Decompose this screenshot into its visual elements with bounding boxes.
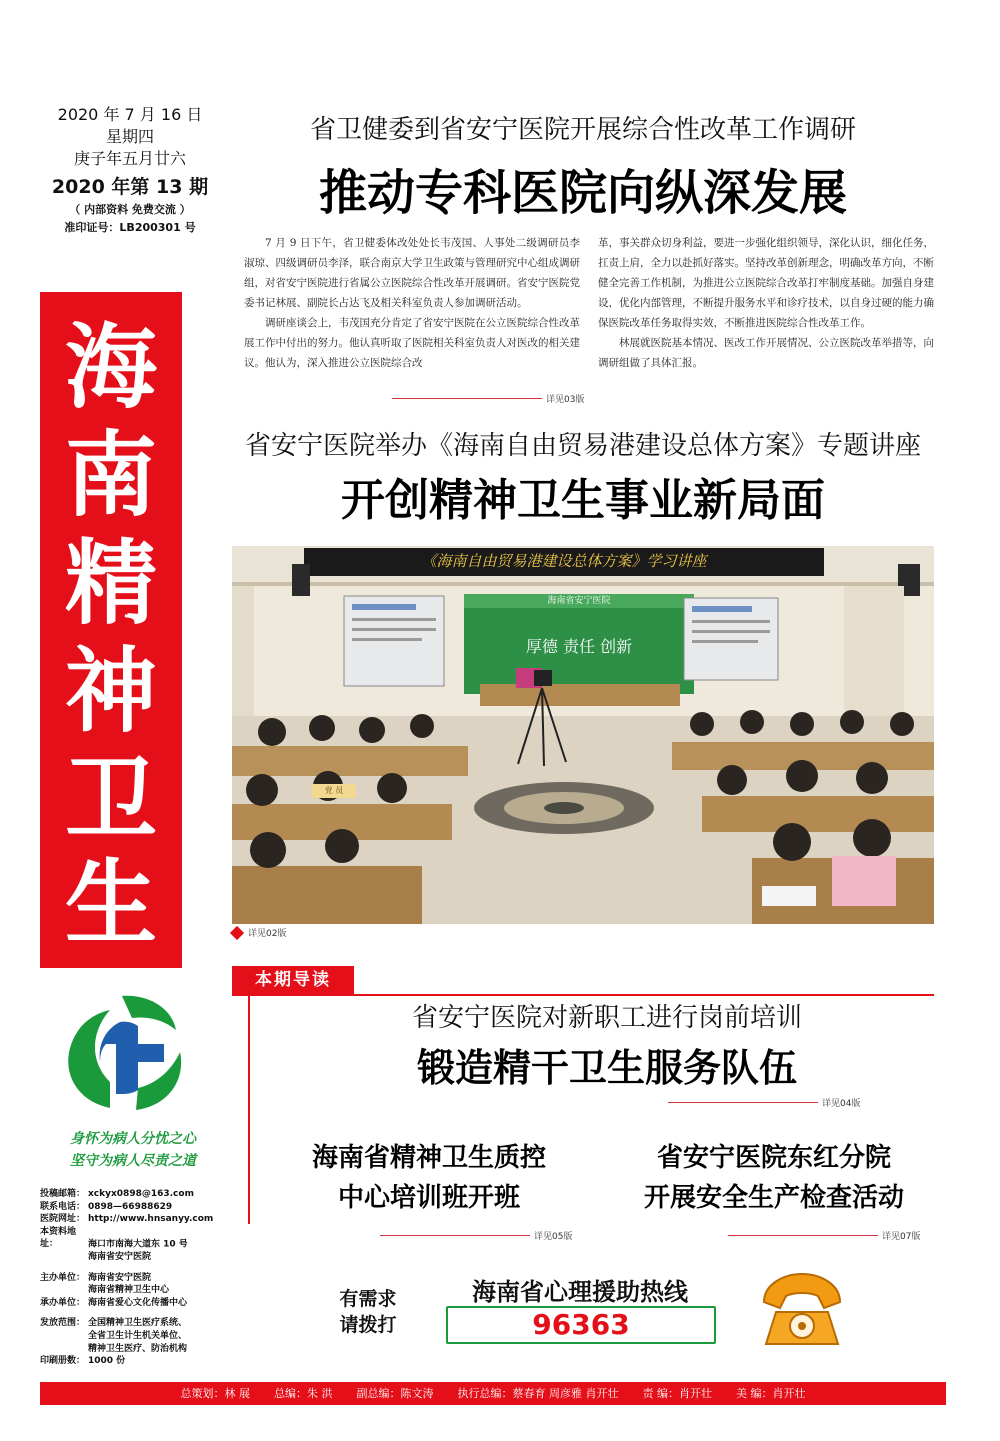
article1-column [244,233,580,373]
article1-column [598,233,934,373]
article3-ref: 详见04版 [822,1099,861,1109]
paragraph: 调研座谈会上，韦茂国充分肯定了省安宁医院在公立医院综合性改革展工作中付出的努力。他认真听取了医院相关科室负责人对医改的相关建议。他认为，深入推进公立医院综合改 [244,317,580,369]
headline-line: 中心培训班开班 [337,1183,520,1213]
paragraph: 林展就医院基本情况、医改工作开展情况、公立医院改革举措等，向调研组做了具体汇报。 [598,337,934,369]
info-row [40,1355,240,1368]
info-label: 发放范围： [40,1318,86,1329]
info-value: 全国精神卫生医疗系统、 [88,1318,188,1329]
info-value: xckyx0898@163.com [88,1189,194,1199]
masthead-char: 南 [64,421,157,529]
info-row [40,1226,240,1251]
info-row: 海南省精神卫生中心 [88,1285,170,1296]
article2-kicker: 省安宁医院举办《海南自由贸易港建设总体方案》专题讲座 [244,431,921,461]
info-value: http://www.hnsanyy.com [88,1214,214,1225]
article5-headline [604,1138,944,1218]
info-row: 全省卫生计生机关单位、 [88,1330,188,1341]
hospital-cross-leaf-logo [52,990,192,1120]
article1-body [244,233,934,373]
credit: 总策划：林 展 [180,1387,250,1400]
article1-headline: 推动专科医院向纵深发展 [318,165,847,221]
guide-rule [232,994,934,996]
masthead-char: 卫 [64,745,157,853]
credit: 美 编：肖开壮 [736,1387,806,1400]
photo-banner: 《海南自由贸易港建设总体方案》学习讲座 [421,552,707,570]
photo-motto: 厚德 责任 创新 [525,637,633,656]
hotline-ask [318,1286,418,1338]
ref-line [392,398,542,399]
ref-line [668,1102,818,1103]
masthead-char: 海 [64,313,157,421]
footer-credits [40,1382,946,1405]
article1-ref: 详见03版 [546,395,585,405]
guide-tag: 本期导读 [232,966,354,994]
info-row [40,1213,240,1226]
info-label: 主办单位： [40,1272,86,1283]
photo-screen-title: 海南省安宁医院 [547,596,611,606]
internal-note: （ 内部资料 免费交流 ） [69,203,191,216]
masthead-char: 神 [64,637,157,745]
headline-line: 省安宁医院东红分院 [656,1143,891,1173]
info-value: 0898—66988629 [88,1201,173,1212]
date-lunar: 庚子年五月廿六 [73,149,186,168]
info-value: 海南省安宁医院 [88,1272,152,1283]
credit: 副总编：陈文涛 [356,1387,434,1400]
masthead [40,292,182,968]
credit: 总编：朱 洪 [274,1387,333,1400]
headline-line: 开展安全生产检查活动 [643,1183,904,1213]
info-row: 海南省安宁医院 [88,1251,152,1262]
telephone-icon [754,1268,850,1350]
paragraph: 7 月 9 日下午，省卫健委体改处处长韦茂国、人事处二级调研员李淑琼、四级调研员李泽，联合南京大学卫生政策与管理研究中心组成调研组，对省安宁医院进行省属公立医院综合性改革开展调研。省安宁医院党委书记林展、副院长占达飞及相关科室负责人参加调研活动。 [244,237,580,309]
issue-number: 2020 年第 13 期 [51,176,209,198]
date-gregorian: 2020 年 7 月 16 日 [57,105,203,124]
date-block [40,104,220,237]
paragraph: 革，事关群众切身利益，要进一步强化组织领导，深化认识，细化任务，扛责上肩，全力以赴抓好落实。坚持改革创新理念，明确改革方向，不断健全完善工作机制，为推进公立医院综合改革打牢制度基础。加强自身建设，优化内部管理，不断提升服务水平和诊疗技术，以自身过硬的能力确保医院改革任务取得实效，不断推进医院综合性改革工作。 [598,237,934,329]
ask-line: 有需求 [339,1288,397,1310]
article1-kicker: 省卫健委到省安宁医院开展综合性改革工作调研 [309,115,856,145]
info-value: 海口市南海大道东 10 号 [88,1239,188,1250]
credit: 执行总编：蔡春育 周彦雅 肖开壮 [457,1387,619,1400]
ref-line [380,1235,530,1236]
slogan-line: 身怀为病人分忧之心 [70,1131,196,1147]
article5-ref: 详见07版 [882,1232,921,1242]
info-label: 联系电话： [40,1201,86,1212]
info-label: 印刷册数： [40,1356,86,1367]
hotline-title: 海南省心理援助热线 [472,1278,688,1306]
article2-ref: 详见02版 [248,929,287,939]
masthead-char: 生 [64,849,157,957]
info-label: 承办单位： [40,1297,86,1308]
photo-desk-sign: 党 员 [324,786,344,795]
article4-headline [264,1138,594,1218]
article3-headline: 锻造精干卫生服务队伍 [416,1046,797,1090]
article3-kicker: 省安宁医院对新职工进行岗前培训 [411,1003,802,1033]
ref-line [728,1235,878,1236]
info-row: 精神卫生医疗、防治机构 [88,1343,188,1354]
info-label: 医院网址： [40,1214,86,1225]
article4-ref: 详见05版 [534,1232,573,1242]
masthead-char: 精 [64,529,157,637]
ask-line: 请拨打 [339,1314,397,1336]
publication-info [40,1188,240,1368]
info-row [40,1188,240,1201]
permit-number: 准印证号：LB200301 号 [64,221,196,234]
headline-line: 海南省精神卫生质控 [311,1143,546,1173]
info-row [40,1297,240,1310]
info-value: 海南省爱心文化传播中心 [88,1297,188,1308]
guide-vertical-rule [248,994,250,1224]
article2-headline: 开创精神卫生事业新局面 [341,475,825,526]
info-label: 本资料地址： [40,1226,77,1250]
credit: 责 编：肖开壮 [642,1387,712,1400]
info-value: 1000 份 [88,1356,126,1367]
info-row [40,1317,240,1330]
slogan-line: 坚守为病人尽责之道 [70,1153,196,1169]
slogan [40,1128,226,1172]
diamond-icon [230,926,244,940]
hotline-number: 96363 [446,1306,716,1344]
info-row [40,1201,240,1214]
date-weekday: 星期四 [105,127,154,146]
info-label: 投稿邮箱： [40,1189,86,1199]
lecture-photo [232,546,934,924]
info-row [40,1272,240,1285]
